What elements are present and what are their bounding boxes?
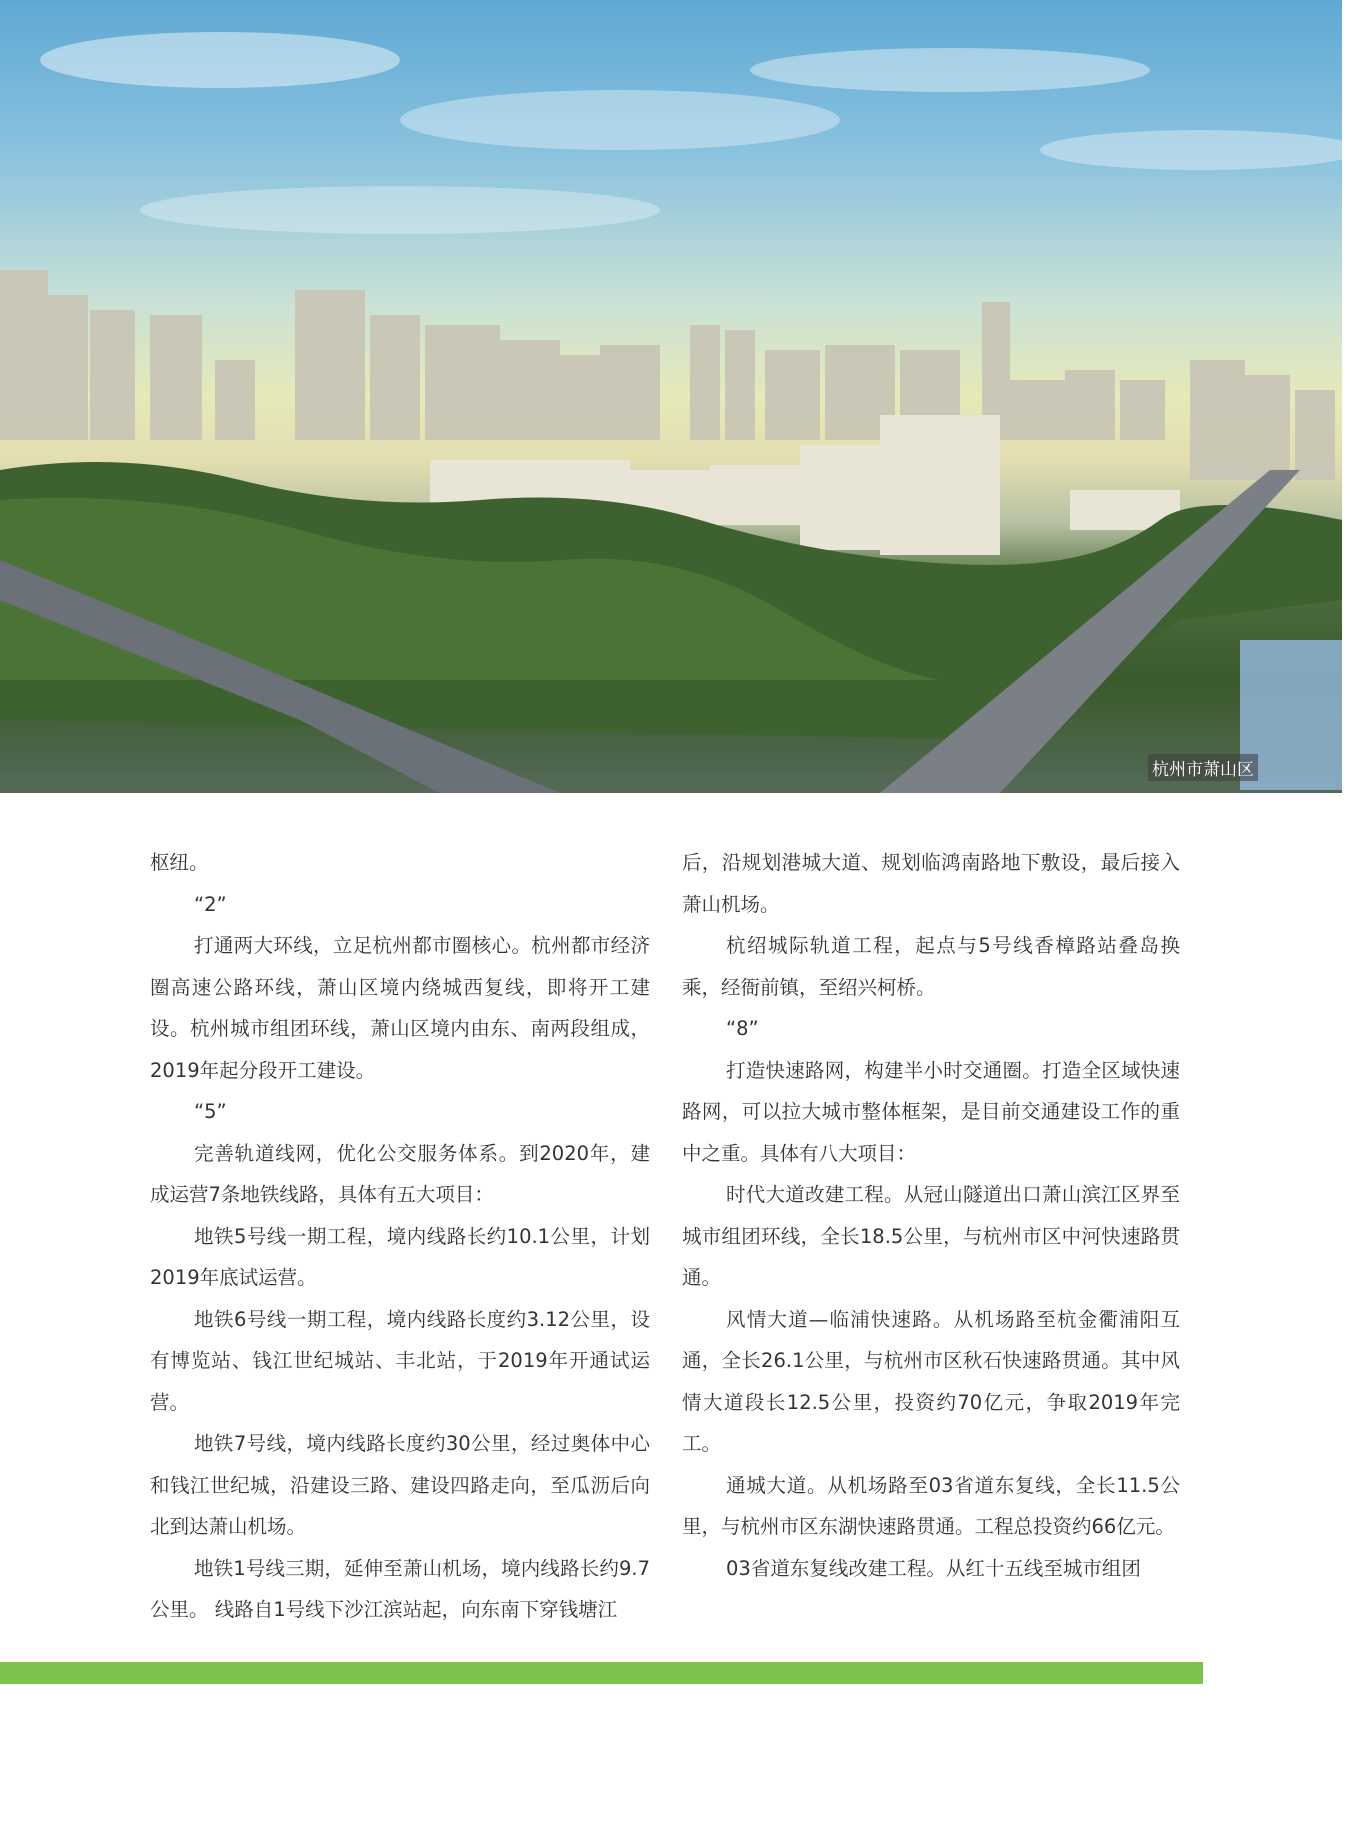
footer-accent-bar [0, 1662, 1203, 1684]
paragraph: 地铁6号线一期工程，境内线路长度约3.12公里，设有博览站、钱江世纪城站、丰北站，于2019年开通试运营。 [150, 1307, 650, 1414]
paragraph: “8” [726, 1017, 759, 1040]
paragraph: 通城大道。从机场路至03省道东复线，全长11.5公里，与杭州市区东湖快速路贯通。工程总投资约66亿元。 [682, 1473, 1180, 1538]
paragraph: “2” [194, 892, 227, 916]
paragraph: 时代大道改建工程。从冠山隧道出口萧山滨江区界至城市组团环线，全长18.5公里，与杭州市区中河快速路贯通。 [682, 1183, 1180, 1289]
paragraph: “5” [194, 1100, 227, 1123]
paragraph: 地铁1号线三期，延伸至萧山机场，境内线路长约9.7公里。 线路自1号线下沙江滨站起，向东南下穿钱塘江 [150, 1556, 650, 1621]
paragraph: 杭绍城际轨道工程，起点与5号线香樟路站叠岛换乘，经衙前镇，至绍兴柯桥。 [682, 934, 1180, 999]
paragraph: 打造快速路网，构建半小时交通圈。打造全区域快速路网，可以拉大城市整体框架，是目前交通建设工作的重中之重。具体有八大项目： [682, 1058, 1180, 1165]
photo-caption: 杭州市萧山区 [1148, 754, 1258, 781]
paragraph: 03省道东复线改建工程。从红十五线至城市组团 [726, 1556, 1141, 1580]
paragraph: 地铁7号线，境内线路长度约30公里，经过奥体中心和钱江世纪城，沿建设三路、建设四路走向，至瓜沥后向北到达萧山机场。 [150, 1432, 650, 1538]
paragraph: 打通两大环线，立足杭州都市圈核心。杭州都市经济圈高速公路环线，萧山区境内绕城西复线，即将开工建设。杭州城市组团环线，萧山区境内由东、南两段组成，2019年起分段开工建设。 [150, 934, 650, 1082]
paragraph: 完善轨道线网，优化公交服务体系。到2020年，建成运营7条地铁线路，具体有五大项目： [150, 1141, 650, 1206]
city-photo [0, 0, 1342, 793]
paragraph: 后，沿规划港城大道、规划临鸿南路地下敷设，最后接入萧山机场。 [682, 851, 1180, 916]
paragraph: 枢纽。 [150, 851, 209, 874]
left-column [150, 842, 650, 1631]
paragraph: 地铁5号线一期工程，境内线路长约10.1公里，计划2019年底试运营。 [150, 1224, 650, 1289]
paragraph: 风情大道—临浦快速路。从机场路至杭金衢浦阳互通，全长26.1公里，与杭州市区秋石快速路贯通。其中风情大道段长12.5公里，投资约70亿元，争取2019年完工。 [682, 1307, 1180, 1455]
skyline-illustration [0, 0, 1342, 793]
right-column [682, 842, 1180, 1589]
